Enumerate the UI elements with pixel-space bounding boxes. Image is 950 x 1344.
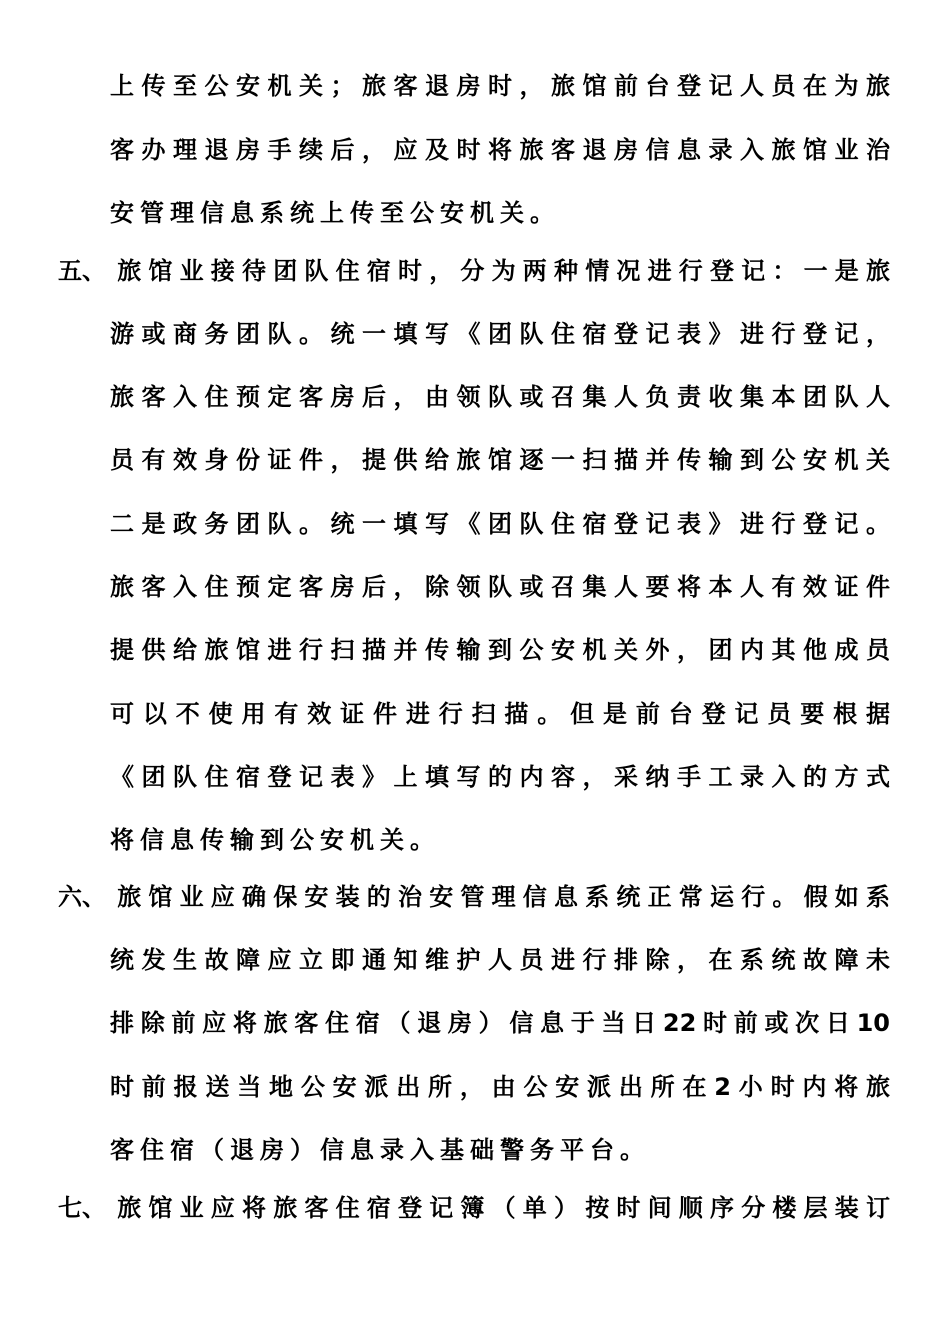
text-line: 时前报送当地公安派出所，由公安派出所在2小时内将旅: [110, 1073, 890, 1101]
list-marker: 五、: [58, 257, 106, 285]
text-line: 旅馆业应确保安装的治安管理信息系统正常运行。假如系: [110, 883, 890, 911]
section-heading-line: [58, 251, 890, 291]
text-line: 客住宿（退房）信息录入基础警务平台。: [110, 1136, 650, 1164]
text-line: 《团队住宿登记表》上填写的内容，采纳手工录入的方式: [110, 763, 890, 791]
section-heading-line: [58, 1188, 890, 1228]
text-line: 统发生故障应立即通知维护人员进行排除，在系统故障未: [110, 946, 890, 974]
text-line: 游或商务团队。统一填写《团队住宿登记表》进行登记，: [110, 320, 890, 348]
text-line: 旅馆业接待团队住宿时，分为两种情况进行登记：一是旅: [110, 257, 890, 285]
text-line: 可以不使用有效证件进行扫描。但是前台登记员要根据: [110, 700, 890, 728]
text-line: 上传至公安机关；旅客退房时，旅馆前台登记人员在为旅: [110, 72, 890, 100]
section-heading-line: [58, 877, 890, 917]
text-line: 二是政务团队。统一填写《团队住宿登记表》进行登记。: [110, 510, 890, 538]
text-line: 旅客入住预定客房后，除领队或召集人要将本人有效证件: [110, 573, 890, 601]
text-line: 客办理退房手续后，应及时将旅客退房信息录入旅馆业治: [110, 136, 890, 164]
text-line: 旅客入住预定客房后，由领队或召集人负责收集本团队人: [110, 383, 890, 411]
list-marker: 六、: [58, 883, 106, 911]
text-line: 将信息传输到公安机关。: [110, 826, 440, 854]
text-line: 提供给旅馆进行扫描并传输到公安机关外，团内其他成员: [110, 636, 890, 664]
text-line: 旅馆业应将旅客住宿登记簿（单）按时间顺序分楼层装订: [110, 1194, 890, 1222]
text-line: 员有效身份证件，提供给旅馆逐一扫描并传输到公安机关: [110, 446, 890, 474]
list-marker: 七、: [58, 1194, 106, 1222]
text-line: 安管理信息系统上传至公安机关。: [110, 199, 560, 227]
text-line: 排除前应将旅客住宿（退房）信息于当日22时前或次日10: [110, 1009, 890, 1037]
